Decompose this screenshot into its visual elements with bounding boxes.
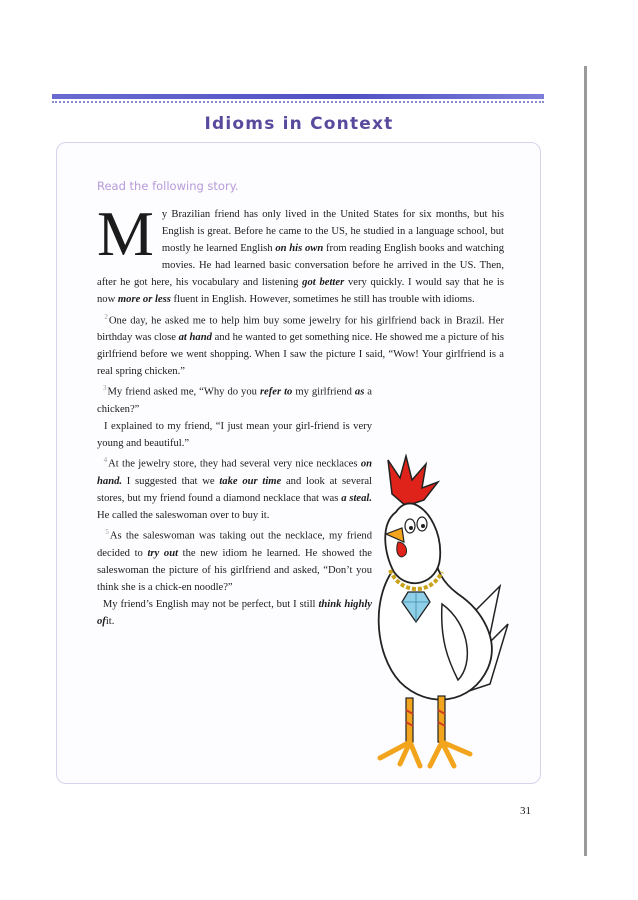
paragraph-2: $^2$One day, he asked me to help him buy some jewelry for his girlfriend back in Brazil. Her birthday was close at hand and he wanted to get something nice. He showed me a picture of his girlfriend before we went shopping. When I saw the picture I said, “Wow! Your girlfriend is a real spring chicken.”: [97, 312, 504, 378]
idiom: refer to: [259, 387, 293, 398]
idiom: on his own: [275, 243, 324, 255]
paragraph-3b: I explained to my friend, “I just mean your girl-friend is very young and beautiful.”: [97, 421, 372, 450]
idiom: try out: [147, 547, 179, 559]
paragraph-6: My friend’s English may not be perfect, but I still think highly ofit.: [97, 599, 373, 628]
instruction-text: Read the following story.: [97, 179, 239, 193]
page-title: Idioms in Context: [204, 114, 394, 134]
rooster-with-diamond-necklace-icon: [350, 454, 510, 772]
paragraph-number: 4: [103, 456, 108, 465]
narrow-column: [97, 380, 372, 630]
page-number: 31: [520, 805, 531, 817]
page-edge-shadow: [584, 66, 587, 856]
paragraph-1: My Brazilian friend has only lived in the United States for six months, but his English is great. Before he came to the US, he studied in a language school, but mostly he learned English on his own from reading English books and watching movies. He had learned basic conversation before he arrived in the US. Then, after he got here, his vocabulary and listening got better very quickly. I would say that he is now more or less fluent in English. However, sometimes he still has trouble with idioms.: [97, 198, 504, 306]
idiom: got better: [302, 277, 345, 289]
paragraph-3: $^3$My friend asked me, “Why do you refer to my girlfriend as a chicken?”: [97, 384, 373, 416]
idiom: on hand.: [97, 458, 373, 487]
header-band: [52, 94, 544, 99]
paragraph-4: $^4$At the jewelry store, they had several very nice necklaces on hand. I suggested that we take our time and look at several stores, but my friend found a diamond necklace that was a steal. He called the saleswoman over to buy it.: [97, 456, 373, 522]
paragraph-number: 2: [104, 312, 108, 321]
idiom: as: [354, 387, 365, 398]
idiom: more or less: [117, 294, 171, 306]
idiom: at hand: [178, 332, 212, 344]
drop-cap: M: [97, 198, 154, 269]
idiom: take our time: [219, 476, 282, 487]
idiom: a steal.: [341, 493, 372, 505]
idiom: think highly of: [97, 599, 373, 628]
paragraph-number: 3: [102, 384, 107, 393]
paragraph-5: $^5$As the saleswoman was taking out the necklace, my friend decided to try out the new idiom he learned. He showed the saleswoman the picture of his girlfriend and asked, “Don’t you think she is a chick-en noodle?”: [97, 528, 372, 594]
header-dotted-rule: [52, 101, 544, 103]
paragraph-number: 5: [105, 528, 109, 537]
